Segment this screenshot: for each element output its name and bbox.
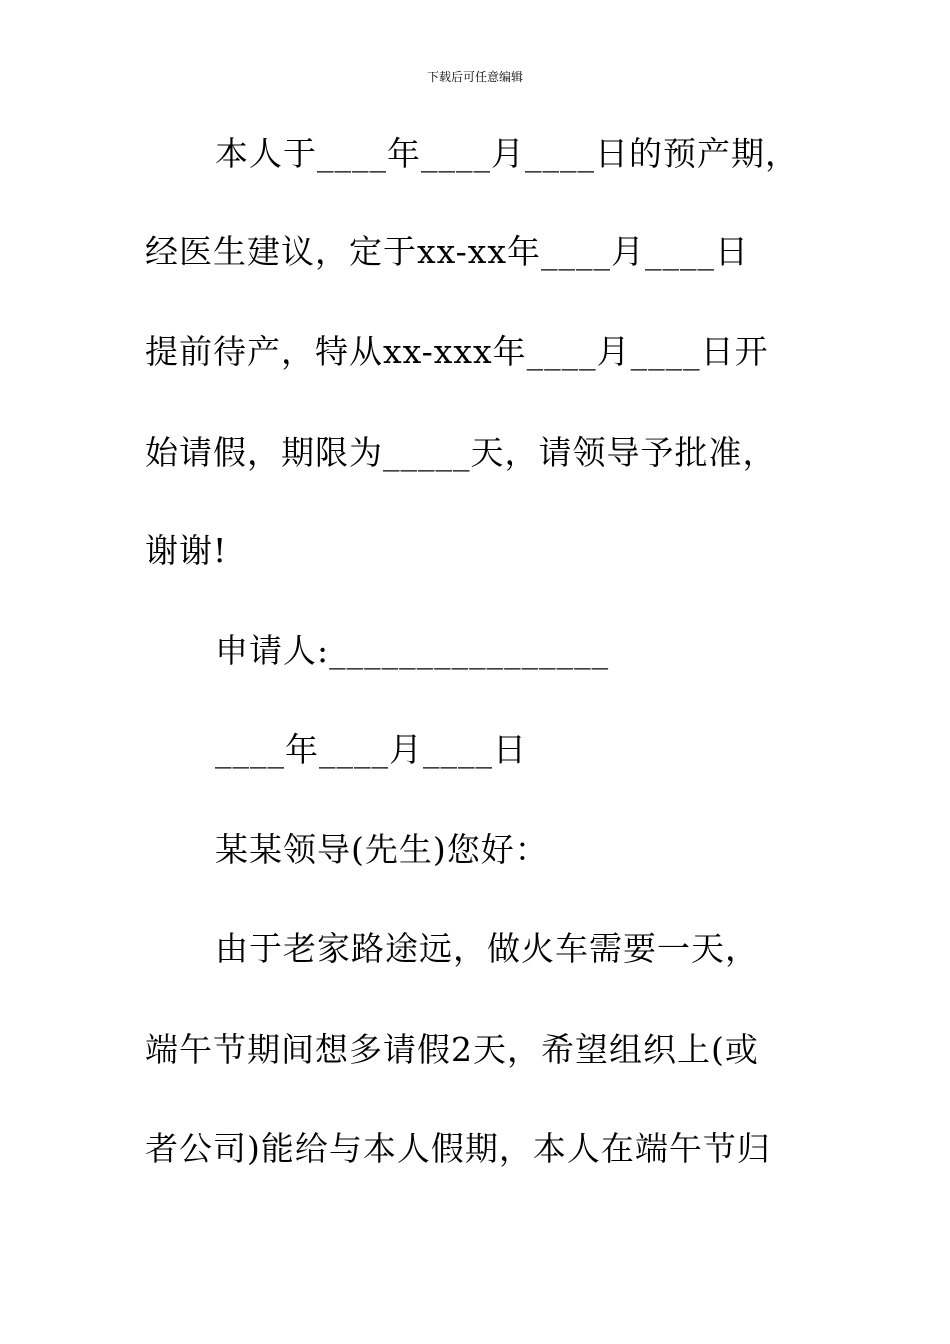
text-line-3: 提前待产，特从xx-xxx年____月____日开 [145,332,769,371]
page-header-note: 下载后可任意编辑 [426,70,523,84]
text-line-2: 经医生建议，定于xx-xx年____月____日 [145,232,750,271]
text-line-9: 由于老家路途远，做火车需要一天， [215,929,759,968]
salutation-line: 某某领导(先生)您好： [215,830,549,869]
applicant-signature-line: 申请人:________________ [215,631,610,670]
text-line-1: 本人于____年____月____日的预产期， [215,134,799,173]
text-line-11: 者公司)能给与本人假期，本人在端午节归 [145,1129,771,1168]
text-line-4: 始请假，期限为_____天，请领导予批准， [145,433,777,472]
text-line-5: 谢谢! [145,531,228,570]
text-line-10: 端午节期间想多请假2天，希望组织上(或 [145,1030,759,1069]
date-line: ____年____月____日 [215,730,527,769]
